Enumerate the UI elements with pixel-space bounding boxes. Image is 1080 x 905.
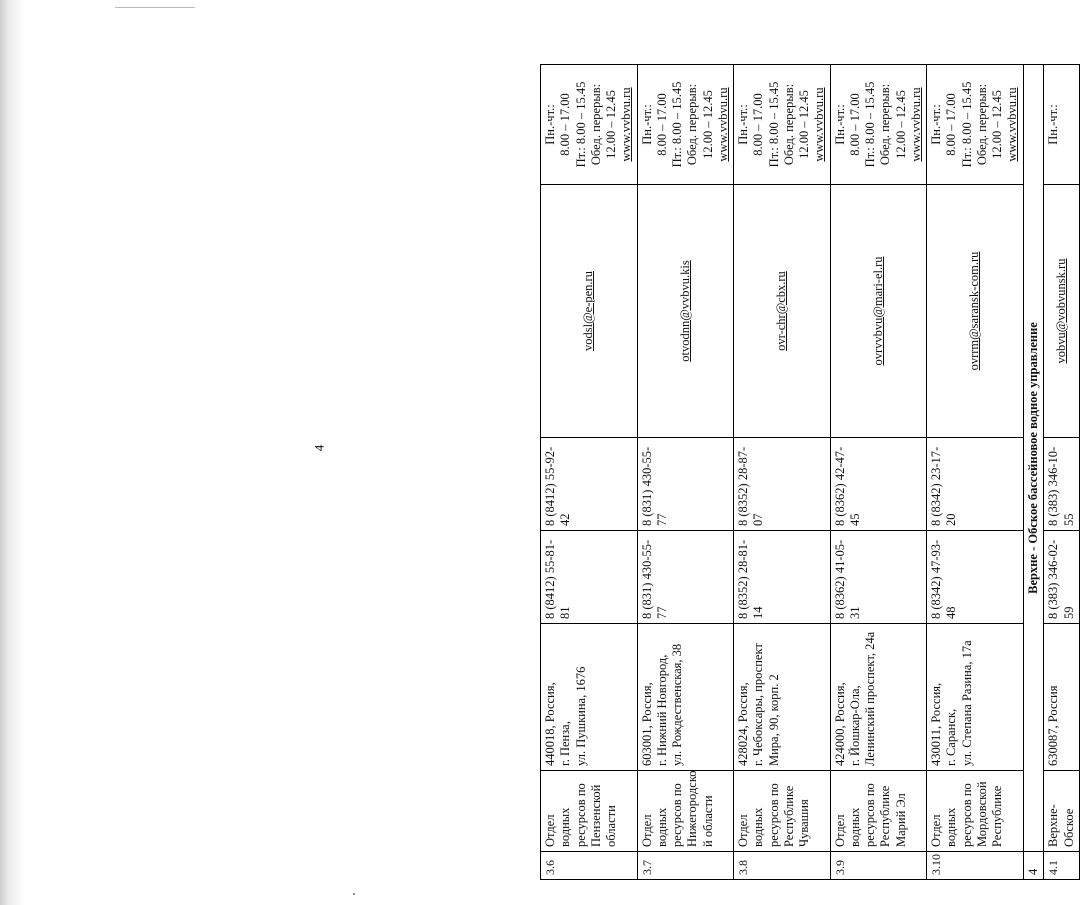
name-line: Отдел водных — [543, 807, 573, 847]
office-name — [734, 771, 831, 852]
office-name — [927, 771, 1024, 852]
working-hours — [927, 65, 1024, 185]
email-cell — [541, 185, 638, 438]
phone-fax: 8 (383) 346-10-55 — [1044, 438, 1080, 531]
hours-line: Пт.: 8.00 – 15.45 — [959, 81, 974, 168]
name-line: Отдел водных — [736, 807, 766, 847]
hours-line: Пт.: 8.00 – 15.45 — [573, 81, 588, 168]
hours-line: Пн.-чт.: — [639, 104, 654, 145]
table-row — [927, 65, 1024, 880]
phone-fax: 8 (831) 430-55-77 — [637, 438, 734, 531]
name-line: Отдел водных — [639, 807, 669, 847]
hours-line: 12.00 – 12.45 — [990, 90, 1004, 159]
hours-line: 8.00 – 17.00 — [558, 93, 573, 156]
contacts-table — [540, 64, 1080, 880]
hours-line: 12.00 – 12.45 — [700, 90, 715, 159]
name-line: ресурсов по — [766, 783, 781, 847]
name-line: Мордовской — [974, 781, 989, 847]
website-link[interactable]: www.vvbvu.ru — [908, 87, 923, 162]
office-name — [830, 771, 927, 852]
working-hours — [637, 65, 734, 185]
table-row — [637, 65, 734, 880]
hours-line: Пн.-чт.: — [832, 104, 847, 145]
hours-line: Пт.: 8.00 – 15.45 — [766, 81, 781, 168]
table-row — [541, 65, 638, 880]
section-number: 4 — [1024, 852, 1044, 880]
name-line: Республике — [990, 785, 1004, 847]
website-link[interactable]: www.vvbvu.ru — [1005, 87, 1020, 162]
name-line: Республике — [781, 785, 796, 847]
phone-primary: 8 (831) 430-55-77 — [637, 531, 734, 624]
row-number: 3.9 — [830, 852, 927, 880]
phone-fax: 8 (8412) 55-92-42 — [541, 438, 638, 531]
address-line: 430011, Россия, — [929, 682, 943, 766]
name-line: Отдел водных — [832, 807, 862, 847]
address-line: г. Пенза, — [558, 721, 573, 766]
office-address — [541, 624, 638, 771]
table-row — [734, 65, 831, 880]
address-line: ул. Пушкина, 1676 — [573, 666, 588, 766]
name-line: Нижегородско — [685, 770, 700, 847]
table-row — [830, 65, 927, 880]
office-address — [637, 624, 734, 771]
email-link[interactable]: ovrrm@saransk-com.ru — [967, 251, 982, 371]
office-address — [927, 624, 1024, 771]
phone-primary: 8 (8342) 47-93-48 — [927, 531, 1024, 624]
name-line: ресурсов по — [863, 783, 877, 847]
office-address: 630087, Россия — [1044, 624, 1080, 771]
address-line: г. Йошкар-Ола, — [847, 685, 862, 766]
name-line: ресурсов по — [959, 783, 974, 847]
office-name: Верхне-Обское — [1044, 771, 1080, 852]
email-link[interactable]: ovr-chr@cbx.ru — [774, 271, 789, 351]
hours-line: 12.00 – 12.45 — [797, 90, 811, 159]
row-number: 4.1 — [1044, 852, 1080, 880]
website-link[interactable]: www.vvbvu.ru — [715, 87, 730, 162]
phone-primary: 8 (8352) 28-81-14 — [734, 531, 831, 624]
row-number: 3.10 — [927, 852, 1024, 880]
address-line: Мира, 90, корп. 2 — [766, 674, 781, 766]
office-name — [637, 771, 734, 852]
hours-line: 8.00 – 17.00 — [654, 93, 669, 156]
hours-line: Пт.: 8.00 – 15.45 — [863, 81, 877, 168]
hours-line: Пн.-чт.: — [736, 104, 750, 145]
table-row — [1044, 65, 1080, 880]
hours-line: Пн.-чт.: — [1046, 104, 1061, 145]
section-title: Верхне - Обское бассейновое водное управление — [1024, 65, 1044, 852]
email-link[interactable]: ovrvvbvu@mari-el.ru — [870, 256, 885, 366]
working-hours — [1044, 65, 1080, 185]
section-row — [1024, 65, 1044, 880]
email-cell — [927, 185, 1024, 438]
hours-line: Обед. перерыв: — [781, 83, 796, 166]
phone-primary: 8 (8412) 55-81-81 — [541, 531, 638, 624]
row-number: 3.6 — [541, 852, 638, 880]
phone-fax: 8 (8352) 28-87-07 — [734, 438, 831, 531]
office-address — [734, 624, 831, 771]
phone-primary: 8 (8362) 41-05-31 — [830, 531, 927, 624]
name-line: Республике — [878, 785, 893, 847]
office-name — [541, 771, 638, 852]
name-line: области — [604, 805, 618, 847]
hours-line: Обед. перерыв: — [974, 83, 989, 166]
office-address — [830, 624, 927, 771]
phone-fax: 8 (8342) 23-17-20 — [927, 438, 1024, 531]
scan-mark — [115, 7, 195, 8]
phone-fax: 8 (8362) 42-47-45 — [830, 438, 927, 531]
email-link[interactable]: vobvu@vobvunsk.ru — [1053, 258, 1068, 364]
hours-line: Обед. перерыв: — [588, 83, 603, 166]
page-number: 4 — [311, 444, 327, 452]
scan-speck — [353, 893, 355, 895]
working-hours — [541, 65, 638, 185]
address-line: 440018, Россия, — [543, 682, 557, 766]
hours-line: 8.00 – 17.00 — [847, 93, 862, 156]
working-hours — [830, 65, 927, 185]
name-line: Чувашия — [797, 799, 811, 847]
address-line: 424000, Россия, — [832, 682, 847, 766]
name-line: Марий Эл — [893, 793, 908, 847]
hours-line: Пт.: 8.00 – 15.45 — [670, 81, 684, 168]
address-line: г. Нижний Новгород, — [654, 654, 669, 766]
address-line: г. Чебоксары, проспект — [751, 643, 766, 766]
name-line: ресурсов по — [573, 783, 588, 847]
working-hours — [734, 65, 831, 185]
hours-line: 12.00 – 12.45 — [604, 90, 618, 159]
phone-primary: 8 (383) 346-02-59 — [1044, 531, 1080, 624]
hours-line: 12.00 – 12.45 — [893, 90, 908, 159]
row-number: 3.7 — [637, 852, 734, 880]
name-line: Пензенской — [588, 784, 603, 847]
address-line: Ленинский проспект, 24а — [863, 631, 877, 766]
scan-shadow — [0, 0, 24, 905]
email-cell — [830, 185, 927, 438]
hours-line: 8.00 – 17.00 — [944, 93, 959, 156]
row-number: 3.8 — [734, 852, 831, 880]
website-link[interactable]: www.vvbvu.ru — [619, 87, 634, 162]
rotated-table-container — [540, 65, 1076, 880]
email-link[interactable]: otvodnn@vvbvu.kis — [677, 260, 692, 362]
hours-line: Обед. перерыв: — [685, 83, 700, 166]
address-line: 603001, Россия, — [639, 682, 654, 766]
email-link[interactable]: vodsl@e-pen.ru — [581, 271, 596, 351]
hours-line: 8.00 – 17.00 — [751, 93, 766, 156]
name-line: ресурсов по — [670, 783, 684, 847]
address-line: ул. Рождественская, 38 — [670, 643, 684, 766]
address-line: 428024, Россия, — [736, 682, 750, 766]
name-line: Отдел водных — [929, 807, 959, 847]
website-link[interactable]: www.vvbvu.ru — [812, 87, 827, 162]
email-cell — [1044, 185, 1080, 438]
hours-line: Пн.-чт.: — [543, 104, 557, 145]
email-cell — [734, 185, 831, 438]
address-line: ул. Степана Разина, 17а — [959, 640, 974, 766]
hours-line: Обед. перерыв: — [878, 83, 893, 166]
email-cell — [637, 185, 734, 438]
address-line: г. Саранск, — [944, 708, 959, 766]
name-line: й области — [700, 795, 715, 847]
hours-line: Пн.-чт.: — [929, 104, 943, 145]
